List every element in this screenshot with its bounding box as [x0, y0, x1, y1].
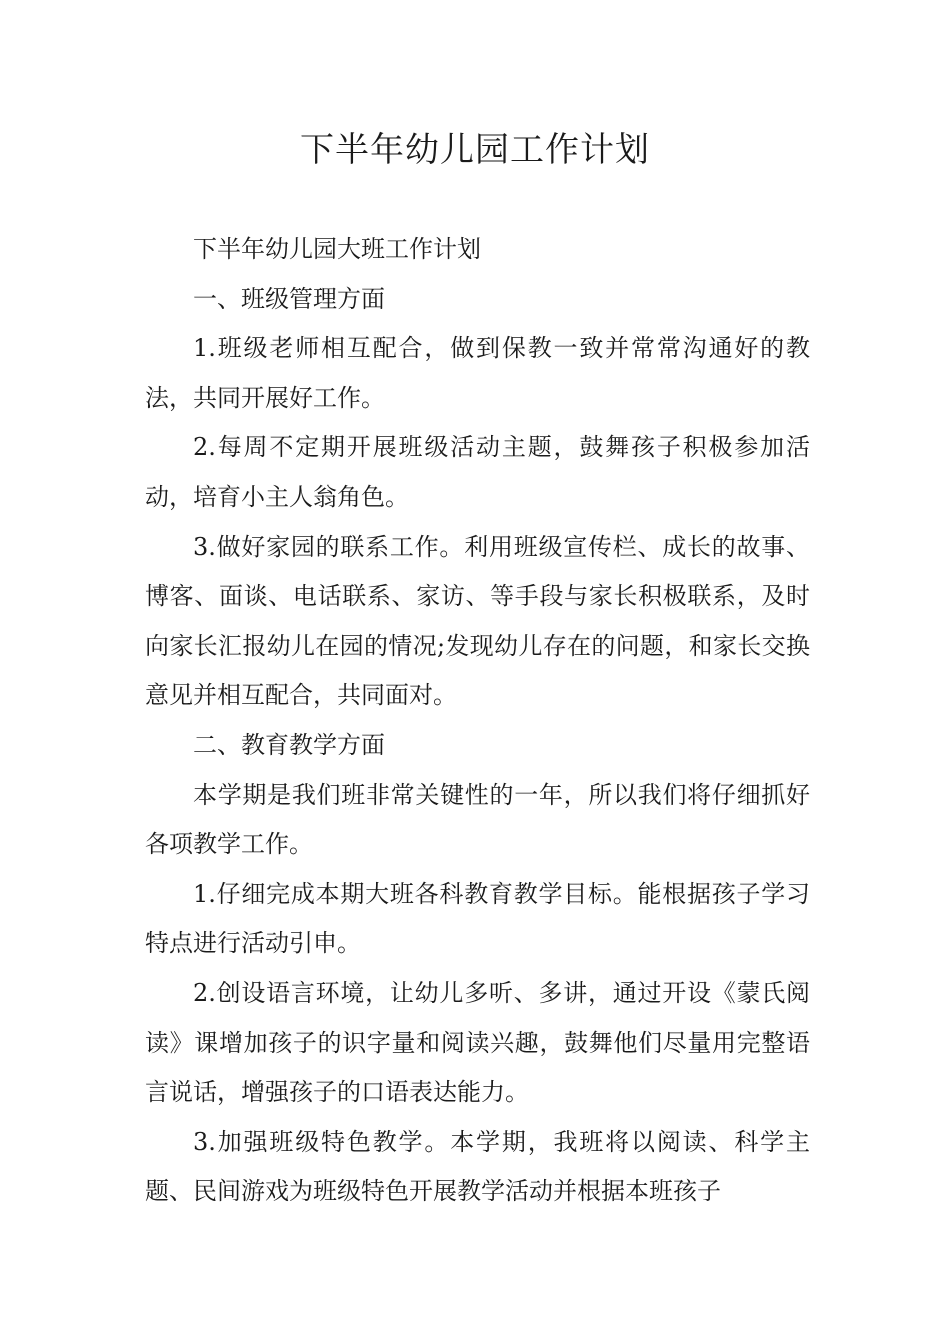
section-heading-education-teaching: 二、教育教学方面	[193, 730, 385, 759]
paragraph: 本学期是我们班非常关键性的一年，所以我们将仔细抓好各项教学工作。	[145, 780, 810, 859]
paragraph: 1.班级老师相互配合，做到保教一致并常常沟通好的教法，共同开展好工作。	[145, 334, 810, 412]
paragraph: 3.做好家园的联系工作。利用班级宣传栏、成长的故事、博客、面谈、电话联系、家访、等手段与家长积极联系，及时向家长汇报幼儿在园的情况;发现幼儿存在的问题，和家长交换意见并相互配合，共同面对。	[145, 532, 810, 710]
document-title: 下半年幼儿园工作计划	[300, 130, 650, 170]
paragraph: 2.每周不定期开展班级活动主题，鼓舞孩子积极参加活动，培育小主人翁角色。	[145, 433, 810, 511]
paragraph: 1.仔细完成本期大班各科教育教学目标。能根据孩子学习特点进行活动引申。	[145, 879, 810, 958]
paragraph: 2.创设语言环境，让幼儿多听、多讲，通过开设《蒙氏阅读》课增加孩子的识字量和阅读兴趣，鼓舞他们尽量用完整语言说话，增强孩子的口语表达能力。	[145, 978, 810, 1107]
section-heading-class-management: 一、班级管理方面	[193, 284, 385, 313]
document-body	[145, 225, 810, 1217]
paragraph: 3.加强班级特色教学。本学期，我班将以阅读、科学主题、民间游戏为班级特色开展教学活动并根据本班孩子	[145, 1127, 810, 1206]
paragraph-subtitle: 下半年幼儿园大班工作计划	[193, 235, 481, 263]
